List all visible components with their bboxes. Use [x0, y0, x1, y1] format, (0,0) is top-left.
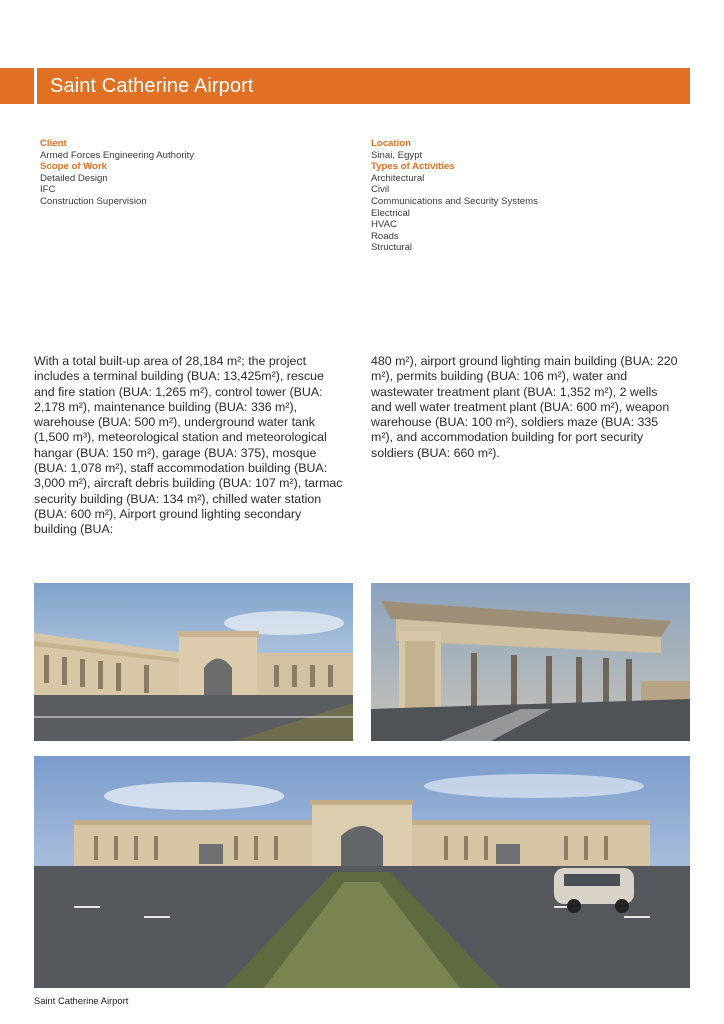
- meta-right: [371, 138, 691, 254]
- meta-left: [40, 138, 340, 208]
- activity-item: Civil: [371, 184, 390, 196]
- scope-label: Scope of Work: [40, 161, 107, 173]
- activity-item: Communications and Security Systems: [371, 195, 538, 207]
- title-bar: [0, 68, 690, 104]
- page-title: Saint Catherine Airport: [50, 75, 254, 97]
- activities-label: Types of Activities: [371, 161, 455, 173]
- terminal-front-photo: [34, 756, 690, 988]
- activity-item: Structural: [371, 242, 413, 254]
- title-accent-line: [34, 68, 37, 104]
- activity-item: Architectural: [371, 172, 425, 184]
- location-label: Location: [371, 138, 411, 149]
- gate-canopy-photo: [371, 583, 690, 741]
- scope-item: IFC: [40, 184, 56, 196]
- body-text-left: With a total built-up area of 28,184 m²; the project includes a terminal building (BUA: 13,425m²), rescue and fire station (BUA: 1,265 m²), control tower (BUA: 2,178 m²), maintenance building (BUA: 336 m²), warehouse (BUA: 500 m²), underground water tank (1,500 m³), meteorological station and meteorological hangar (BUA: 150 m²), garage (BUA: 375), mosque (BUA: 1,078 m²), staff accommodation building (BUA: 3,000 m²), aircraft debris building (BUA: 107 m²), tarmac security building (BUA: 134 m²), chilled water station (BUA: 600 m²), Airport ground lighting secondary building (BUA:: [34, 354, 343, 537]
- location-value: Sinai, Egypt: [371, 149, 423, 161]
- activity-item: Electrical: [371, 207, 410, 219]
- activity-item: HVAC: [371, 219, 397, 231]
- client-label: Client: [40, 138, 67, 149]
- terminal-side-photo: [34, 583, 353, 741]
- scope-item: Construction Supervision: [40, 195, 147, 207]
- activity-item: Roads: [371, 230, 399, 242]
- client-value: Armed Forces Engineering Authority: [40, 149, 195, 161]
- photo-caption: Saint Catherine Airport: [34, 995, 129, 1006]
- body-text-right: 480 m²), airport ground lighting main building (BUA: 220 m²), permits building (BUA: 106 m²), water and wastewater treatment plant (BUA: 1,352 m²), 2 wells and well water treatment plant (BUA: 600 m²), weapon warehouse (BUA: 100 m²), soldiers maze (BUA: 335 m²), and accommodation building for port security soldiers (BUA: 660 m²).: [371, 354, 678, 460]
- scope-item: Detailed Design: [40, 172, 108, 184]
